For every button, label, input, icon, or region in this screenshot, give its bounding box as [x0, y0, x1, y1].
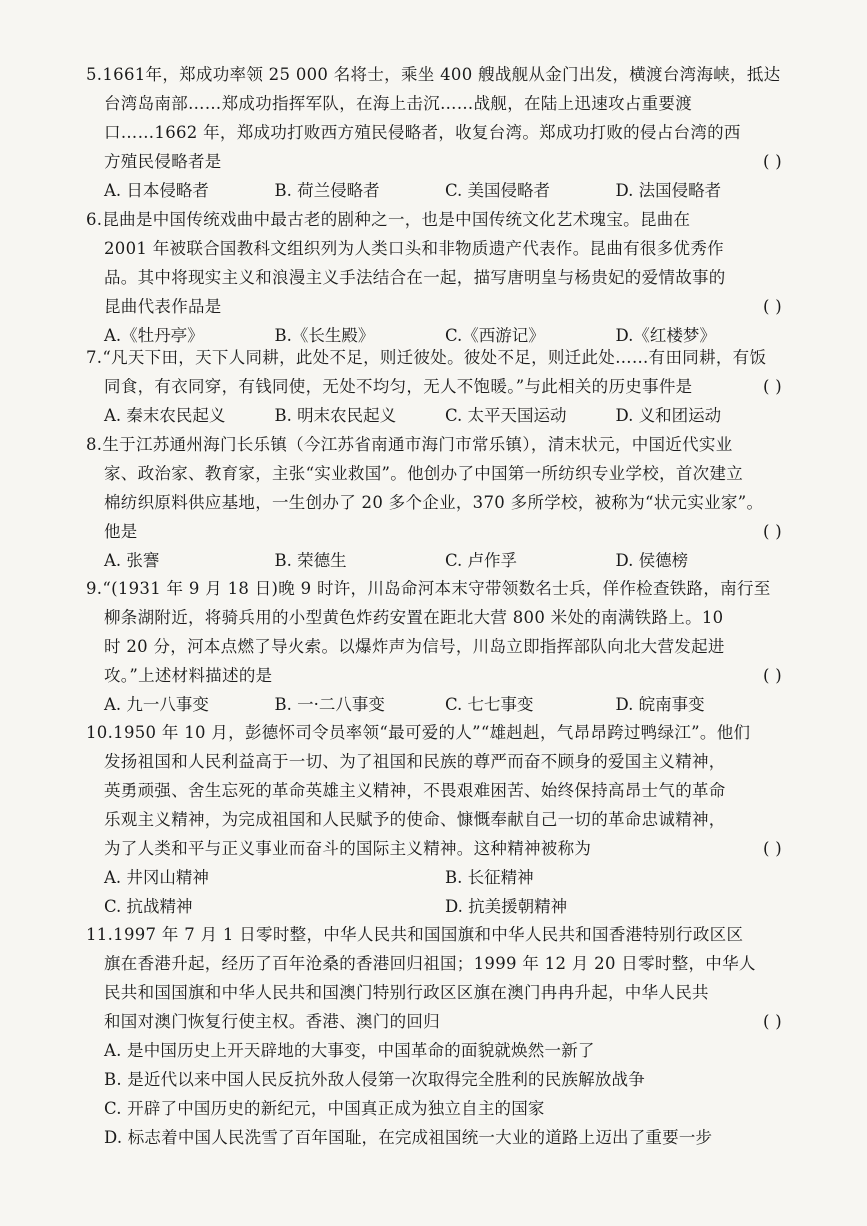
question-text: 时 20 分，河本点燃了导火索。以爆炸声为信号，川岛立即指挥部队向北大营发起进: [104, 637, 725, 656]
options-row: [86, 690, 786, 719]
option-d: D.《红楼梦》: [615, 326, 716, 345]
answer-blank: ( ): [762, 1012, 782, 1031]
options-row: [86, 892, 786, 921]
option-b: B.《长生殿》: [274, 326, 375, 345]
question-text: 8.生于江苏通州海门长乐镇（今江苏省南通市海门市常乐镇），清末状元，中国近代实业: [86, 435, 733, 454]
question-text: 10.1950 年 10 月，彭德怀司令员率领“最可爱的人”“雄赳赳，气昂昂跨过鸭绿江”。他们: [86, 723, 751, 742]
question-text: 乐观主义精神，为完成祖国和人民赋予的使命、慷慨奉献自己一切的革命忠诚精神，: [104, 810, 726, 829]
option-c: C.《西游记》: [445, 326, 545, 345]
option-c: C. 美国侵略者: [445, 181, 551, 200]
option-c: C. 卢作孚: [445, 551, 518, 570]
answer-blank: ( ): [762, 377, 782, 396]
option-a: A. 井冈山精神: [104, 868, 209, 887]
question-text: 11.1997 年 7 月 1 日零时整，中华人民共和国国旗和中华人民共和国香港特别行政区区: [86, 925, 744, 944]
question-6: [86, 205, 786, 350]
question-text: [86, 372, 786, 401]
question-text: 台湾岛南部……郑成功指挥军队，在海上击沉……战舰，在陆上迅速攻占重要渡: [104, 94, 692, 113]
question-text: 7.“凡天下田，天下人同耕，此处不足，则迁彼处。彼处不足，则迁此处……有田同耕，有饭: [86, 348, 767, 367]
question-stem-end: 同食，有衣同穿，有钱同使，无处不均匀，无人不饱暖。”与此相关的历史事件是: [104, 377, 693, 396]
option-b: B. 荣德生: [274, 551, 347, 570]
question-text: [86, 517, 786, 546]
options-row: [86, 546, 786, 575]
question-9: [86, 574, 786, 719]
option-c: C. 太平天国运动: [445, 406, 567, 425]
question-stem-end: 攻。”上述材料描述的是: [104, 666, 273, 685]
question-text: 2001 年被联合国教科文组织列为人类口头和非物质遗产代表作。昆曲有很多优秀作: [104, 239, 724, 258]
option-d: D. 义和团运动: [615, 406, 722, 425]
question-text: 5.1661年，郑成功率领 25 000 名将士，乘坐 400 艘战舰从金门出发，横渡台湾海峡，抵达: [86, 65, 781, 84]
question-7: [86, 343, 786, 430]
answer-blank: ( ): [762, 152, 782, 171]
option-c: C. 抗战精神: [104, 897, 193, 916]
question-text: 旗在香港升起，经历了百年沧桑的香港回归祖国；1999 年 12 月 20 日零时整，中华人: [104, 954, 756, 973]
option-d: D. 标志着中国人民洗雪了百年国耻，在完成祖国统一大业的道路上迈出了重要一步: [104, 1128, 713, 1147]
answer-blank: ( ): [762, 839, 782, 858]
answer-blank: ( ): [762, 666, 782, 685]
question-text: [86, 661, 786, 690]
question-11: [86, 920, 786, 1152]
question-text: [86, 834, 786, 863]
question-text: 家、政治家、教育家，主张“实业救国”。他创办了中国第一所纺织专业学校，首次建立: [104, 464, 744, 483]
question-text: 棉纺织原料供应基地，一生创办了 20 多个企业，370 多所学校，被称为“状元实业家”。: [104, 493, 764, 512]
question-text: 发扬祖国和人民利益高于一切、为了祖国和民族的尊严而奋不顾身的爱国主义精神，: [104, 752, 726, 771]
option-a: A. 是中国历史上开天辟地的大事变，中国革命的面貌就焕然一新了: [104, 1041, 595, 1060]
question-5: [86, 60, 786, 205]
question-text: [86, 147, 786, 176]
option-c: C. 七七事变: [445, 695, 534, 714]
question-text: [86, 292, 786, 321]
question-text: 9.“(1931 年 9 月 18 日)晚 9 时许，川岛命河本末守带领数名士兵，佯作检查铁路，南行至: [86, 579, 771, 598]
option-b: B. 荷兰侵略者: [274, 181, 380, 200]
option-d: D. 法国侵略者: [615, 181, 722, 200]
question-stem-end: 他是: [104, 522, 138, 541]
answer-blank: ( ): [762, 297, 782, 316]
option-a: A.《牡丹亭》: [104, 326, 204, 345]
question-stem-end: 和国对澳门恢复行使主权。香港、澳门的回归: [104, 1012, 440, 1031]
option-c: C. 开辟了中国历史的新纪元，中国真正成为独立自主的国家: [104, 1099, 545, 1118]
question-text: 品。其中将现实主义和浪漫主义手法结合在一起，描写唐明皇与杨贵妃的爱情故事的: [104, 268, 726, 287]
question-text: 英勇顽强、舍生忘死的革命英雄主义精神，不畏艰难困苦、始终保持高昂士气的革命: [104, 781, 726, 800]
question-text: [86, 1007, 786, 1036]
question-text: 民共和国国旗和中华人民共和国澳门特别行政区区旗在澳门冉冉升起，中华人民共: [104, 983, 709, 1002]
answer-blank: ( ): [762, 522, 782, 541]
option-a: A. 秦末农民起义: [104, 406, 226, 425]
question-8: [86, 430, 786, 575]
options-row: [86, 176, 786, 205]
question-10: [86, 718, 786, 921]
option-b: B. 一·二八事变: [274, 695, 385, 714]
options-row: [86, 863, 786, 892]
option-b: B. 是近代以来中国人民反抗外敌人侵第一次取得完全胜利的民族解放战争: [104, 1070, 645, 1089]
question-text: 柳条湖附近，将骑兵用的小型黄色炸药安置在距北大营 800 米处的南满铁路上。10: [104, 608, 724, 627]
option-d: D. 侯德榜: [615, 551, 689, 570]
question-stem-end: 方殖民侵略者是: [104, 152, 222, 171]
option-d: D. 抗美援朝精神: [445, 897, 568, 916]
question-text: 口……1662 年，郑成功打败西方殖民侵略者，收复台湾。郑成功打败的侵占台湾的西: [104, 123, 741, 142]
question-text: 6.昆曲是中国传统戏曲中最古老的剧种之一，也是中国传统文化艺术瑰宝。昆曲在: [86, 210, 691, 229]
option-a: A. 张謇: [104, 551, 160, 570]
question-stem-end: 昆曲代表作品是: [104, 297, 222, 316]
option-a: A. 九一八事变: [104, 695, 209, 714]
option-b: B. 长征精神: [445, 868, 534, 887]
option-d: D. 皖南事变: [615, 695, 705, 714]
option-b: B. 明末农民起义: [274, 406, 397, 425]
question-stem-end: 为了人类和平与正义事业而奋斗的国际主义精神。这种精神被称为: [104, 839, 592, 858]
option-a: A. 日本侵略者: [104, 181, 209, 200]
options-row: [86, 401, 786, 430]
